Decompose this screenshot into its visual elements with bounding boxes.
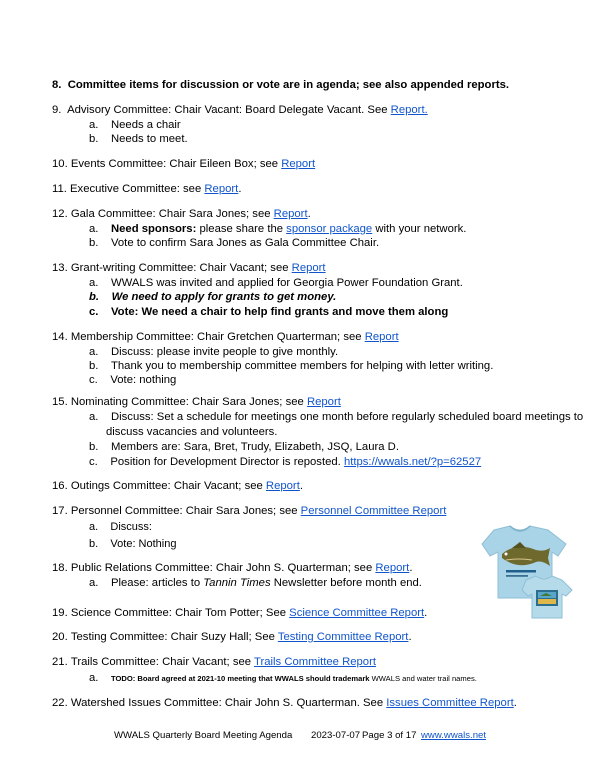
item-9 xyxy=(52,103,428,117)
item-21 xyxy=(52,655,376,669)
item-8 xyxy=(52,78,509,92)
item-number: 8. xyxy=(52,79,62,91)
sub-text: Discuss: Set a schedule for meetings one month before regularly scheduled board meetings to xyxy=(110,411,584,423)
item-text: Membership Committee: Chair Gretchen Quarterman; see xyxy=(70,331,365,343)
sub-text: Newsletter before month end. xyxy=(270,577,422,589)
item-number: 11. xyxy=(52,183,67,195)
sponsor-package-link[interactable]: sponsor package xyxy=(286,223,373,235)
item-text: Grant-writing Committee: Chair Vacant; see xyxy=(70,262,292,274)
item-19 xyxy=(52,606,427,620)
item-18a xyxy=(89,576,422,590)
events-report-link[interactable]: Report xyxy=(281,158,316,170)
item-14a xyxy=(89,345,338,359)
sub-letter: a. xyxy=(89,521,99,533)
sub-text: Please: articles to xyxy=(110,577,204,589)
item-number: 21. xyxy=(52,656,68,668)
sub-bold-text: Need sponsors: xyxy=(110,223,197,235)
sub-letter: b. xyxy=(89,237,99,249)
item-12a xyxy=(89,222,466,236)
item-11 xyxy=(52,182,241,196)
item-number: 17. xyxy=(52,505,68,517)
item-22 xyxy=(52,696,517,710)
item-number: 14. xyxy=(52,331,68,343)
item-number: 22. xyxy=(52,697,68,709)
item-14b xyxy=(89,359,493,373)
trails-report-link[interactable]: Trails Committee Report xyxy=(253,656,376,668)
sub-text: Needs to meet. xyxy=(110,133,188,145)
item-number: 19. xyxy=(52,607,68,619)
item-text: Outings Committee: Chair Vacant; see xyxy=(70,480,266,492)
sub-text: Members are: Sara, Bret, Trudy, Elizabeth, JSQ, Laura D. xyxy=(110,441,399,453)
nominating-report-link[interactable]: Report xyxy=(306,396,341,408)
item-text: Watershed Issues Committee: Chair John S. Quarterman. See xyxy=(70,697,387,709)
item-text: Advisory Committee: Chair Vacant: Board Delegate Vacant. See xyxy=(67,104,391,116)
sub-text: with your network. xyxy=(372,223,467,235)
item-text: Trails Committee: Chair Vacant; see xyxy=(70,656,254,668)
sub-letter: a. xyxy=(89,672,99,684)
personnel-report-link[interactable]: Personnel Committee Report xyxy=(300,505,447,517)
item-13 xyxy=(52,261,326,275)
sub-letter: b. xyxy=(89,360,99,372)
sub-text: Discuss: please invite people to give monthly. xyxy=(110,346,339,358)
punctuation: . xyxy=(409,562,413,574)
item-15a xyxy=(89,410,583,424)
development-director-link[interactable]: https://wwals.net/?p=62527 xyxy=(343,456,482,468)
sub-letter: b. xyxy=(89,291,100,303)
punctuation: . xyxy=(307,208,311,220)
punctuation: . xyxy=(424,607,428,619)
punctuation: . xyxy=(238,183,242,195)
footer-url-wrap xyxy=(421,730,486,742)
item-14c xyxy=(89,373,176,387)
item-16 xyxy=(52,479,303,493)
public-relations-report-link[interactable]: Report xyxy=(375,562,410,574)
item-text: Science Committee: Chair Tom Potter; See xyxy=(70,607,290,619)
sub-text: Vote: Nothing xyxy=(110,538,177,550)
item-12 xyxy=(52,207,311,221)
item-15c xyxy=(89,455,481,469)
item-15 xyxy=(52,395,341,409)
item-number: 20. xyxy=(52,631,68,643)
sub-text: Thank you to membership committee members for helping with letter writing. xyxy=(110,360,494,372)
sub-letter: a. xyxy=(89,577,99,589)
item-17b xyxy=(89,537,176,551)
item-14 xyxy=(52,330,399,344)
punctuation: . xyxy=(299,480,303,492)
sub-letter: a. xyxy=(89,119,99,131)
item-text: Gala Committee: Chair Sara Jones; see xyxy=(70,208,274,220)
grant-writing-report-link[interactable]: Report xyxy=(291,262,326,274)
footer-date: 2023-07-07 xyxy=(311,730,361,741)
sub-letter: b. xyxy=(89,538,99,550)
item-text: Testing Committee: Chair Suzy Hall; See xyxy=(70,631,278,643)
item-number: 18. xyxy=(52,562,68,574)
footer-website-link[interactable]: www.wwals.net xyxy=(421,730,487,741)
item-text: Personnel Committee: Chair Sara Jones; see xyxy=(70,505,301,517)
sub-text: Vote to confirm Sara Jones as Gala Committee Chair. xyxy=(110,237,380,249)
item-9a xyxy=(89,118,181,132)
item-13c xyxy=(89,305,448,319)
sub-text: discuss vacancies and volunteers. xyxy=(106,426,278,438)
sub-text: Needs a chair xyxy=(110,119,181,131)
footer-title: WWALS Quarterly Board Meeting Agenda xyxy=(114,730,293,741)
issues-report-link[interactable]: Issues Committee Report xyxy=(386,697,514,709)
membership-report-link[interactable]: Report xyxy=(364,331,399,343)
sub-text: Vote: nothing xyxy=(110,374,177,386)
science-report-link[interactable]: Science Committee Report xyxy=(289,607,425,619)
item-text: Public Relations Committee: Chair John S. Quarterman; see xyxy=(70,562,376,574)
sub-letter: a. xyxy=(89,346,99,358)
sub-letter: c. xyxy=(89,374,98,386)
gala-report-link[interactable]: Report xyxy=(273,208,308,220)
sub-letter: c. xyxy=(89,306,99,318)
sub-text: Vote: We need a chair to help find grants and move them along xyxy=(110,306,449,318)
item-number: 13. xyxy=(52,262,68,274)
item-number: 9. xyxy=(52,104,62,116)
item-15b xyxy=(89,440,399,454)
sub-bold-text: TODO: Board agreed at 2021-10 meeting that WWALS should trademark xyxy=(110,674,370,683)
sub-text: We need to apply for grants to get money. xyxy=(111,291,337,303)
item-13b xyxy=(89,290,336,304)
item-number: 12. xyxy=(52,208,68,220)
outings-report-link[interactable]: Report xyxy=(265,480,300,492)
item-number: 16. xyxy=(52,480,68,492)
sub-text: Position for Development Director is reposted. xyxy=(110,456,344,468)
item-text: Nominating Committee: Chair Sara Jones; see xyxy=(70,396,307,408)
punctuation: . xyxy=(408,631,412,643)
item-10 xyxy=(52,157,315,171)
sub-letter: a. xyxy=(89,411,99,423)
item-text: Executive Committee: see xyxy=(70,183,205,195)
sub-letter: a. xyxy=(89,277,99,289)
newsletter-name: Tannin Times xyxy=(203,577,271,589)
item-17a xyxy=(89,520,152,534)
sub-letter: b. xyxy=(89,441,99,453)
sub-text: WWALS and water trail names. xyxy=(369,674,477,683)
footer-page-number: Page 3 of 17 xyxy=(362,730,417,741)
item-20 xyxy=(52,630,412,644)
sub-letter: c. xyxy=(89,456,98,468)
item-text: Committee items for discussion or vote are in agenda; see also appended reports. xyxy=(67,79,510,91)
punctuation: . xyxy=(513,697,517,709)
item-text: Events Committee: Chair Eileen Box; see xyxy=(70,158,282,170)
item-number: 10. xyxy=(52,158,68,170)
item-21a xyxy=(89,671,477,685)
item-number: 15. xyxy=(52,396,68,408)
executive-report-link[interactable]: Report xyxy=(204,183,239,195)
item-12b xyxy=(89,236,379,250)
sub-text: WWALS was invited and applied for Georgia Power Foundation Grant. xyxy=(110,277,463,289)
item-13a xyxy=(89,276,463,290)
advisory-report-link[interactable]: Report. xyxy=(390,104,428,116)
item-15a-continued xyxy=(106,425,277,439)
sub-text: please share the xyxy=(196,223,287,235)
sub-letter: b. xyxy=(89,133,99,145)
sub-text: Discuss: xyxy=(110,521,152,533)
tshirt-merchandise-image xyxy=(476,524,574,620)
sub-letter: a. xyxy=(89,223,99,235)
item-9b xyxy=(89,132,188,146)
item-18 xyxy=(52,561,412,575)
item-17 xyxy=(52,504,446,518)
testing-report-link[interactable]: Testing Committee Report xyxy=(277,631,409,643)
